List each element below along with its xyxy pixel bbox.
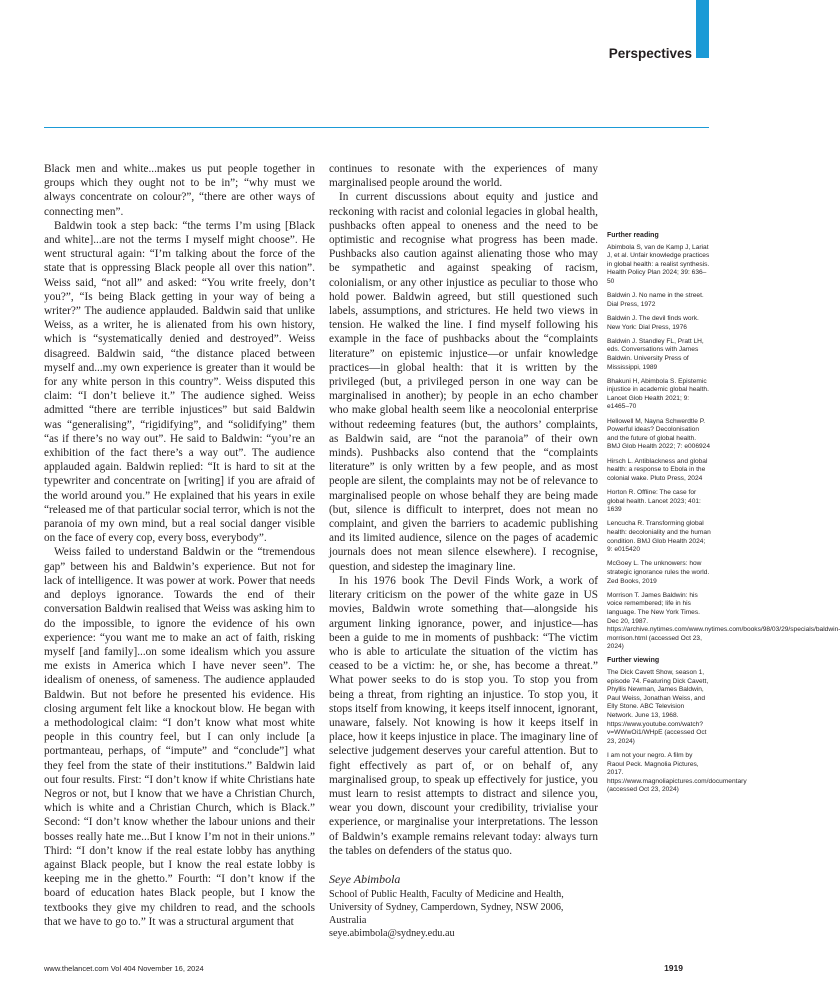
accent-bar — [696, 0, 709, 58]
page-number: 1919 — [664, 963, 683, 973]
reference-item: Baldwin J. The devil finds work. New York: Dial Press, 1976 — [607, 314, 699, 331]
reference-item: Hirsch L. Antiblackness and global health: a response to Ebola in the colonial wake. Pluto Press, 2024 — [607, 457, 708, 482]
journal-citation: www.thelancet.com Vol 404 November 16, 2024 — [44, 964, 204, 973]
author-email[interactable]: seye.abimbola@sydney.edu.au — [329, 928, 455, 940]
reference-item: Morrison T. James Baldwin: his voice remembered; life in his language. The New York Times. Dec 20, 1987. https://archive.nytimes.com/www.nytimes.com/books/98/03/29/specials/baldwin-morrison.html (accessed Oct 23, 2024) — [607, 591, 840, 651]
paragraph: Baldwin took a step back: “the terms I’m using [Black and white]...are not the terms I myself might choose”. He went structural again: “I’m talking about the force of the state that is oppressing Black people all over this nation”. Weiss said, “not all” and asked: “You write freely, don’t you?”, “Is being Black getting in your way of being a writer?” The audience applauded. Baldwin said that unlike Weiss, as a writer, he is alienated from his own history, which is “systematically denied and destroyed”. Weiss disagreed. Baldwin said, “the distance placed between myself and...my own experience is greater than it would be for any white person in this country”. Weiss disputed this claim: “I don’t believe it.” The audience sighed. Weiss admitted “there are terrible injustices” but said Baldwin was “generalising”, “rigidifying”, and “solidifying” them “as if there’s no way out”. He said to Baldwin: “you’re an exhibition of the fact there’s a way out”. The audience applauded again. Baldwin replied: “It is hard to sit at the typewriter and concentrate on [writing] if you are afraid of the world around you.” He explained that his years in exile “released me of that particular social terror, which is not the paranoia of my own mind, but a real social danger visible on the face of every cop, every boss, everybody”. — [44, 219, 315, 545]
reference-item: Hellowell M, Nayna Schwerdtle P. Powerful ideas? Decolonisation and the future of global health. BMJ Glob Health 2022; 7: e006924 — [607, 417, 711, 451]
reference-item: McGoey L. The unknowers: how strategic ignorance rules the world. Zed Books, 2019 — [607, 560, 710, 585]
paragraph: continues to resonate with the experiences of many marginalised people around the world. — [329, 163, 598, 190]
further-viewing-heading: Further viewing — [607, 657, 660, 665]
header-rule — [44, 127, 709, 128]
reference-item: Lencucha R. Transforming global health: decoloniality and the human condition. BMJ Glob Health 2024; 9: e015420 — [607, 520, 711, 554]
paragraph: Black men and white...makes us put people together in groups which they ought not to be in”; “why must we always concentrate on colour?”, “there are other ways of connecting men”. — [44, 163, 315, 218]
sidebar — [607, 232, 840, 801]
reference-item: I am not your negro. A film by Raoul Peck. Magnolia Pictures, 2017. https://www.magnoliapictures.com/documentary (accessed Oct 23, 2024) — [607, 752, 747, 794]
reference-item: Abimbola S, van de Kamp J, Lariat J, et al. Unfair knowledge practices in global health: a realist synthesis. Health Policy Plan 2024; 39: 636–50 — [607, 243, 710, 285]
reference-item: Baldwin J. Standley FL, Pratt LH, eds. Conversations with James Baldwin. University Press of Mississippi, 1989 — [607, 337, 704, 371]
further-reading-heading: Further reading — [607, 232, 659, 239]
reference-item: Bhakuni H, Abimbola S. Epistemic injustice in academic global health. Lancet Glob Health 2021; 9: e1465–70 — [607, 377, 709, 411]
article-column-2 — [329, 162, 598, 940]
paragraph: In his 1976 book The Devil Finds Work, a work of literary criticism on the power of the white gaze in US movies, Baldwin wrote something that—alongside his argument linking ignorance, power, and injustice—has been a guide to me in moments of pushback: “The victim who is able to articulate the situation of the victim has ceased to be a victim: he, or she, has become a threat.” What power seeks to do is stop you. To stop you from being a threat, from righting an injustice. To stop you, it stops itself from knowing, it keeps itself innocent, ignorant, unaware, falsely. Not knowing is how it keeps itself in place, how it keeps injustice in place. The imaginary line of selective judgement deserves your careful attention. But to fight effectively as part of, or on behalf of, any marginalised group, to speak up effectively for justice, you must learn to resist attempts to distract and silence you, wear you down, discount your credibility, trivialise your experience, or marginalise your interpretations. The lesson of Baldwin’s example remains relevant today: always turn the tables on defenders of the status quo. — [329, 574, 598, 857]
reference-item: The Dick Cavett Show, season 1, episode 74. Featuring Dick Cavett, Phyllis Newman, James Baldwin, Paul Weiss, Jonathan Weiss, and Elly Stone. ABC Television Network. June 13, 1968. https://www.youtube.com/watch?v=WWwOi1/WHpE (accessed Oct 23, 2024) — [607, 669, 709, 745]
reference-item: Horton R. Offline: The case for global health. Lancet 2023; 401: 1639 — [607, 489, 701, 514]
reference-item: Baldwin J. No name in the street. Dial Press, 1972 — [607, 292, 704, 308]
author-byline — [329, 872, 598, 940]
paragraph: Weiss failed to understand Baldwin or the “tremendous gap” between his and Baldwin’s experience. But not for lack of intelligence. It was power at work. Power that needs and deploys ignorance. Towards the end of their conversation Baldwin realised that Weiss was asking him to do the impossible, to ignore the evidence of his own experience: “you want me to make an act of faith, risking myself [and family]...on some idealism which you assure me exists in America which I have never seen”. The idealism of oneness, of sameness. The audience applauded Baldwin. But not before he presented his evidence. His closing argument felt like a knockout blow. He began with a methodological claim: “I don’t know what most white people in this country feel, but I can only include [a portmanteau, perhaps, of “impute” and “conclude”] what they feel from the state of their institutions.” Baldwin laid out four results. First: “I don’t know if white Christians hate Negros or not, but I know that we have a Christian Church, which is white and a Christian Church, which is Black.” Second: “I don’t know whether the labour unions and their bosses really hate me...But I know I’m not in their unions.” Third: “I don’t know if the real estate lobby has anything against Black people, but I know the real estate lobby is keeping me in the ghetto.” Fourth: “I don’t know if the board of education hates Black people, but I know the textbooks they give my children to read, and the schools that we have to go to.” It was a structural argument that — [44, 546, 315, 928]
paragraph: In current discussions about equity and justice and reckoning with racist and colonial legacies in global health, pushbacks often appeal to oneness and the need to be optimistic and recognise what progress has been made. Pushbacks also caution against alienating those who may be sympathetic and against speaking of racism, colonialism, or any other injustice as peculiar to those who hold power. Baldwin agreed, but still questioned such labels, assumptions, and strictures. He held two views in tension. He walked the line. I find myself following his example in the face of pushbacks about the “complaints literature” on epistemic injustice—or unfair knowledge practices—in global health: that it is written by the privileged (but, a privileged person in one way can be marginalised in another); by people in an echo chamber who make global health seem like a neocolonial enterprise without redeeming features (but, the authors’ complaints, as Baldwin said, are “not the paranoia” of their own minds). Pushbacks also contend that the “complaints literature” is only written by a few people, and as most people are silent, the complaints may not be of relevance to marginalised people on whose behalf they are being made (but, silence is difficult to interpret, does not mean no complaint, and given the barriers to academic publishing and its limited audience, silence on the pages of academic journals does not mean silence elsewhere). I recognise, question, and sidestep the imaginary line. — [329, 191, 598, 573]
author-name: Seye Abimbola — [329, 871, 401, 886]
author-affiliation: School of Public Health, Faculty of Medicine and Health, University of Sydney, Camperdown, Sydney, NSW 2006, Australia — [329, 889, 564, 927]
article-column-1 — [44, 162, 315, 929]
section-title: Perspectives — [608, 46, 692, 61]
